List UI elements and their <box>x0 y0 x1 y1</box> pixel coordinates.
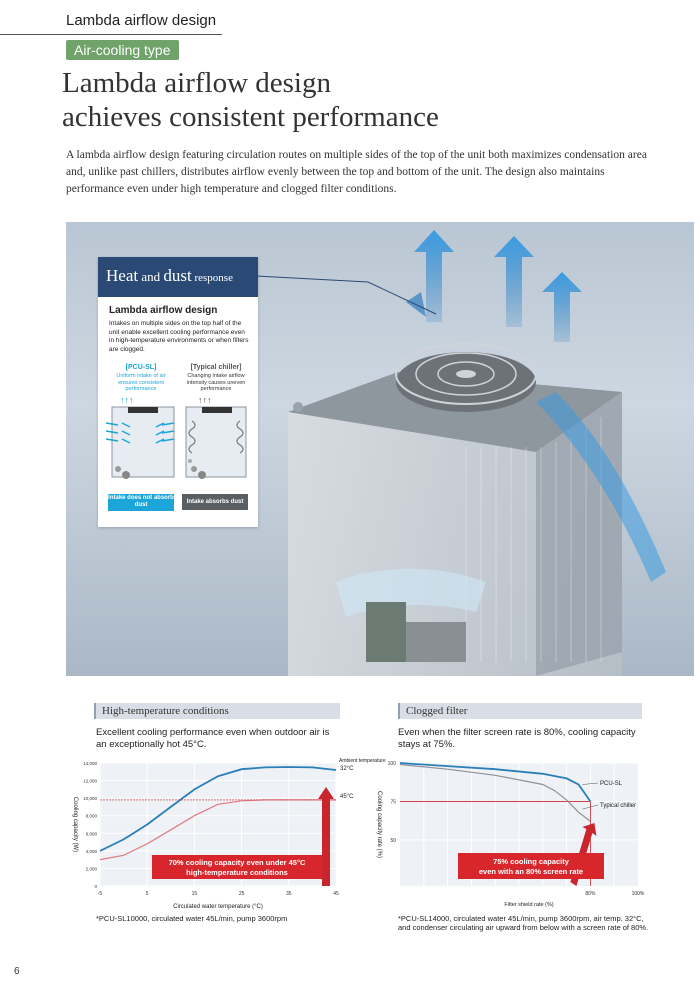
svg-text:↑↑↑: ↑↑↑ <box>198 395 212 405</box>
chart1-callout-line-2: high-temperature conditions <box>186 868 288 877</box>
chart2-note-line-2: and condenser circulating air upward from below with a screen rate of 80%. <box>398 923 649 932</box>
chart2-ytick-label: 100 <box>387 761 396 767</box>
typical-chiller-unit-diagram <box>186 395 246 479</box>
svg-text:↑↑↑: ↑↑↑ <box>120 395 134 405</box>
chart1-ytick-label: 4,000 <box>85 848 97 854</box>
chart1-xtick-label: 5 <box>145 891 149 897</box>
chart2-ytick-label: 50 <box>390 837 396 844</box>
chart1-xtick-label: 15 <box>191 891 198 897</box>
card-body: Intakes on multiple sides on the top half of the unit enable excellent cooling performance even in high-temperature environments or when filters are clogged. <box>109 320 249 353</box>
leader-line <box>256 270 456 320</box>
heat-dust-card <box>98 257 258 527</box>
chart2-xlabel: Filter shield rate (%) <box>504 902 554 908</box>
headline-line-2: achieves consistent performance <box>62 101 439 133</box>
chart2-xtick-label: 80% <box>585 891 596 897</box>
chart2-note-line-1: *PCU-SL14000, circulated water 45L/min, pump 3600rpm, air temp. 32°C, <box>398 914 644 923</box>
chart1-xtick-label: 45 <box>333 891 339 897</box>
pcu-sl-caption: Uniform intake of air ensures consistent performance <box>116 373 166 392</box>
chart1-series-label: 32°C <box>340 766 354 773</box>
chart2-note <box>398 914 660 932</box>
chart1-xtick-label: 25 <box>238 891 245 897</box>
chart2-description: Even when the filter screen rate is 80%, cooling capacity stays at 75%. <box>398 727 636 750</box>
chart1-ytick-label: 12,000 <box>83 778 97 784</box>
card-header <box>98 257 258 297</box>
chart2-series-label: PCU-SL <box>600 781 623 787</box>
airflow-comparison-diagram <box>106 395 252 491</box>
air-cooling-tag: Air-cooling type <box>66 40 179 60</box>
typical-chiller-caption: Changing intake airflow intensity causes uneven performance <box>186 373 246 392</box>
absorbs-dust-badge: Intake absorbs dust <box>182 494 248 510</box>
card-title-and: and <box>138 269 164 284</box>
chart2-plot <box>370 755 670 915</box>
chart2-xtick-label: 100% <box>631 891 645 897</box>
chart1-description: Excellent cooling performance even when outdoor air is an exceptionally hot 45°C. <box>96 727 330 750</box>
chart2-series-label: Typical chiller <box>600 803 637 809</box>
typical-chiller-label: [Typical chiller] <box>190 364 242 371</box>
section-rule <box>0 34 222 35</box>
chart1-callout-line-1: 70% cooling capacity even under 45°C <box>168 858 306 867</box>
chart1-ytick-label: 6,000 <box>85 831 97 837</box>
chart1-ylabel: Cooling capacity (W) <box>72 796 78 853</box>
chart1-xtick-label: 35 <box>286 891 292 897</box>
card-title-dust: dust <box>163 266 192 285</box>
chart1-ytick-label: 0 <box>94 884 97 889</box>
card-subtitle: Lambda airflow design <box>109 305 218 316</box>
chart1-series-label: 45°C <box>340 793 354 800</box>
chart2-callout-line-1: 75% cooling capacity <box>493 857 569 866</box>
pcu-sl-unit-diagram <box>106 395 174 479</box>
chart1-ytick-label: 8,000 <box>85 813 97 819</box>
page-number: 6 <box>14 966 20 977</box>
chart1-xtick-label: -5 <box>97 891 103 897</box>
chart1-title: High-temperature conditions <box>94 703 340 719</box>
chart2-callout-line-2: even with an 80% screen rate <box>478 867 584 876</box>
chart2-ylabel: Cooling capacity rate (%) <box>376 790 382 859</box>
section-title: Lambda airflow design <box>66 12 217 29</box>
card-title-response: response <box>191 272 233 284</box>
chart1-ytick-label: 2,000 <box>85 866 97 872</box>
chart1-ytick-label: 14,000 <box>83 761 97 766</box>
chart1-legend-header: Ambient temperature <box>339 758 386 764</box>
chart2-title: Clogged filter <box>398 703 642 719</box>
no-dust-badge: Intake does not absorb dust <box>108 494 174 511</box>
headline-line-1: Lambda airflow design <box>62 67 331 99</box>
chart2-ytick-label: 75 <box>390 799 396 806</box>
card-title-heat: Heat <box>106 266 139 285</box>
chart1-note: *PCU-SL10000, circulated water 45L/min, pump 3600rpm <box>96 914 288 923</box>
chart1-ytick-label: 10,000 <box>83 796 97 802</box>
chart1-xlabel: Circulated water temperature (°C) <box>173 904 263 910</box>
page-headline <box>62 66 662 134</box>
pcu-sl-label: [PCU-SL] <box>125 364 157 371</box>
intro-paragraph: A lambda airflow design featuring circulation routes on multiple sides of the top of the unit both maximizes condensation area and, unlike past chillers, distributes airflow evenly between the top and bottom of the unit. The design also maintains performance even under high temperature and clogged filter conditions. <box>66 149 647 195</box>
